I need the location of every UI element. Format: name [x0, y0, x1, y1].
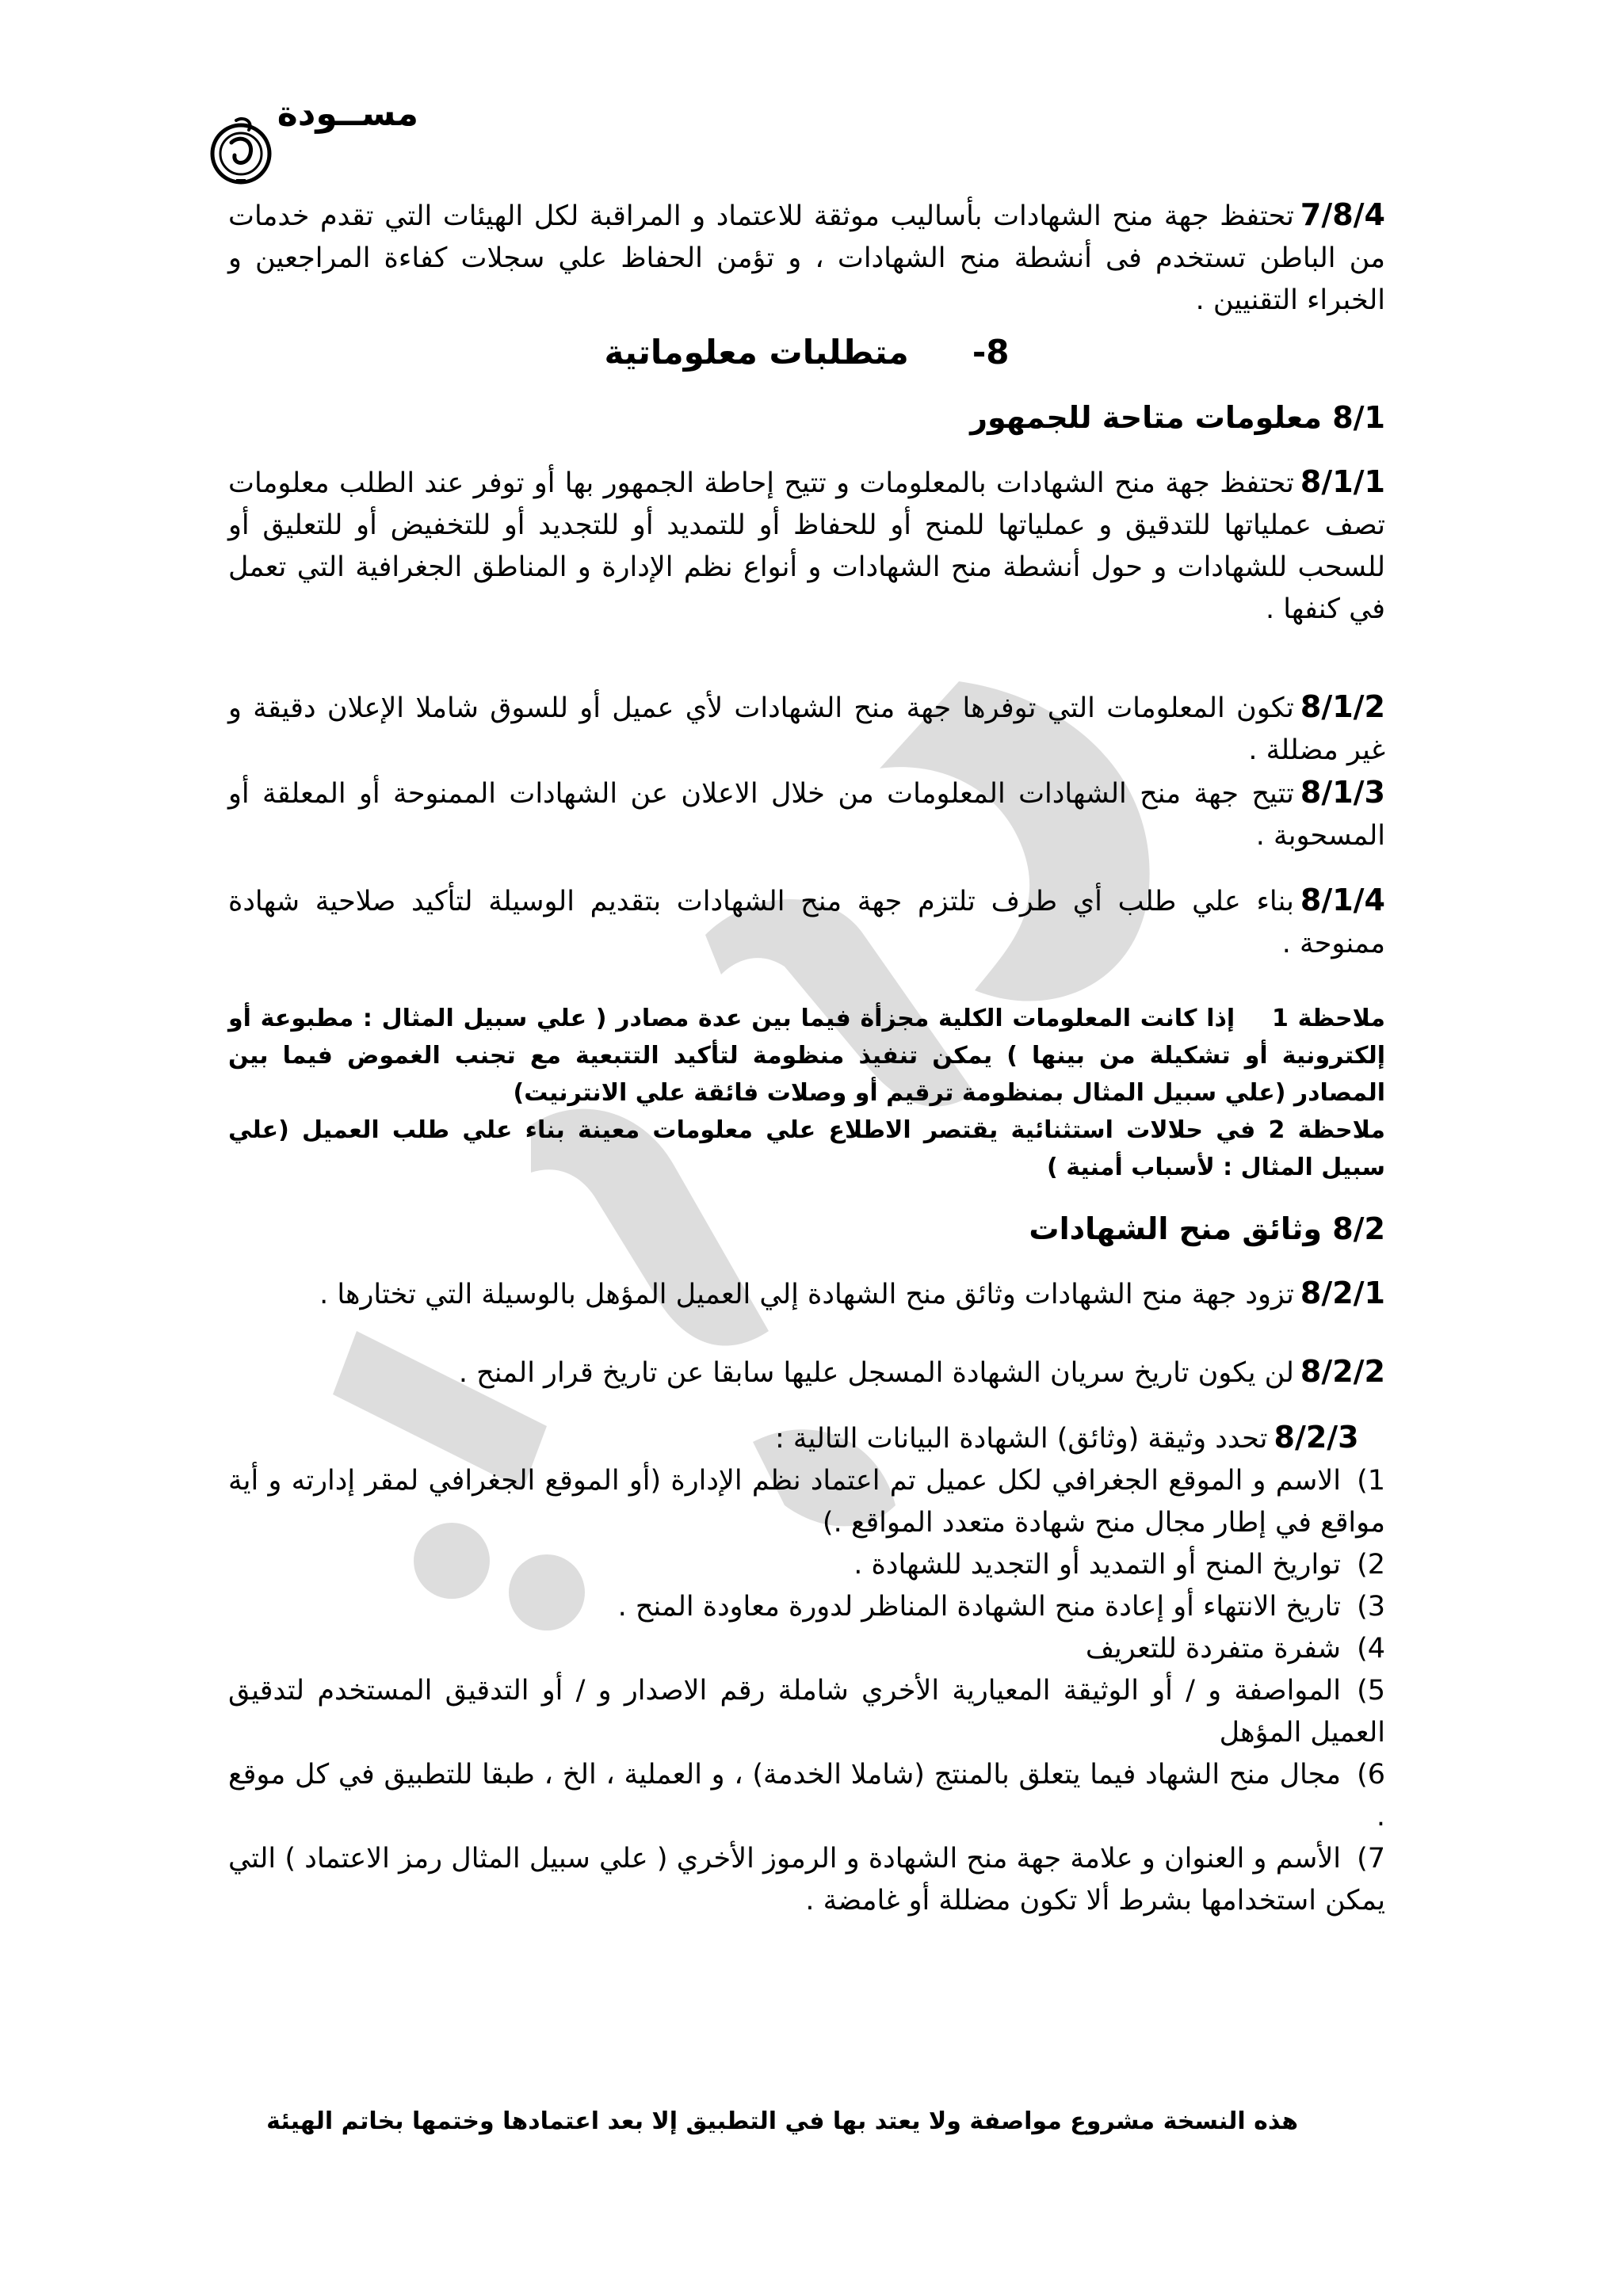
section-number: 8- [972, 333, 1010, 372]
clause-number: 8/1/2 [1300, 689, 1385, 724]
clause-8-2-2 [228, 1351, 1385, 1394]
certificate-data-list [228, 1460, 1385, 1922]
clause-number: 8/2/2 [1300, 1354, 1385, 1389]
organization-logo-icon [208, 113, 274, 189]
subsection-8-2-title: 8/2 وثائق منح الشهادات [1029, 1211, 1385, 1246]
draft-header-label: مســودة [277, 93, 418, 134]
clause-8-1-1 [228, 461, 1385, 631]
list-item: 1)الاسم و الموقع الجغرافي لكل عميل تم اعتماد نظم الإدارة (أو الموقع الجغرافي لمقر إدارته و أية مواقع في إطار مجال منح شهادة متعدد المواقع .) [228, 1465, 1385, 1539]
list-item: 7)الأسم و العنوان و علامة جهة منح الشهادة و الرموز الأخري ( علي سبيل المثال رمز الاعتماد ) التي يمكن استخدامها بشرط ألا تكون مضللة أو غامضة . [228, 1843, 1385, 1917]
clause-text: تكون المعلومات التي توفرها جهة منح الشهادات لأي عميل أو للسوق شاملا الإعلان دقيقة و غير مضللة . [228, 692, 1385, 766]
note-2: ملاحظة 2 في حلالات استثنائية يقتصر الاطلاع علي معلومات معينة بناء علي طلب العميل (علي سبيل المثال : لأسباب أمنية ) [228, 1116, 1385, 1181]
note-1 [228, 1000, 1385, 1112]
footer-disclaimer: هذه النسخة مشروع مواصفة ولا يعتد بها في التطبيق إلا بعد اعتمادها وختمها بخاتم الهيئة [266, 2107, 1298, 2135]
list-item: 2)تواريخ المنح أو التمديد أو التجديد للشهادة . [854, 1549, 1385, 1581]
clause-text: تحدد وثيقة (وثائق) الشهادة البيانات التالية : [774, 1423, 1268, 1455]
section-8-title [228, 331, 1385, 373]
clause-number: 8/1/4 [1300, 883, 1385, 917]
clause-number: 8/1/1 [1300, 464, 1385, 499]
note-label: ملاحظة 1 [1272, 1005, 1386, 1032]
clause-text: تتيح جهة منح الشهادات المعلومات من خلال الاعلان عن الشهادات الممنوحة أو المعلقة أو المسحوبة . [228, 778, 1385, 852]
clause-8-2-3 [228, 1417, 1385, 1460]
list-item: 4)شفرة متفردة للتعريف [1085, 1633, 1385, 1665]
note-text: إذا كانت المعلومات الكلية مجزأة فيما بين عدة مصادر ( علي سبيل المثال : مطبوعة أو إلكترونية أو تشكيلة من بينها ) يمكن تنفيذ منظومة لتأكيد التتبعية مع تجنب الغموض فيما بين المصادر (علي سبيل المثال بمنظومة ترقيم أو وصلات فائقة علي الانترنيت) [228, 1005, 1385, 1107]
clause-text: بناء علي طلب أي طرف تلتزم جهة منح الشهادات بتقديم الوسيلة لتأكيد صلاحية شهادة ممنوحة . [228, 886, 1385, 959]
subsection-8-1-title: 8/1 معلومات متاحة للجمهور [970, 400, 1385, 435]
clause-8-1-4 [228, 879, 1385, 965]
section-heading: متطلبات معلوماتية [604, 333, 909, 372]
document-body [228, 194, 1385, 1922]
clause-8-1-2 [228, 686, 1385, 772]
clause-8-2-1 [228, 1272, 1385, 1316]
clause-text: لن يكون تاريخ سريان الشهادة المسجل عليها سابقا عن تاريخ قرار المنح . [458, 1357, 1294, 1389]
list-item: 6)مجال منح الشهاد فيما يتعلق بالمنتج (شاملا الخدمة) ، و العملية ، الخ ، طبقا للتطبيق في كل موقع . [228, 1759, 1385, 1833]
clause-8-1-3 [228, 772, 1385, 857]
list-item: 5)المواصفة و / أو الوثيقة المعيارية الأخري شاملة رقم الاصدار و / أو التدقيق المستخدم لتدقيق العميل المؤهل [228, 1675, 1385, 1749]
clause-number: 8/2/1 [1300, 1276, 1385, 1310]
clause-text: تحتفظ جهة منح الشهادات بأساليب موثقة للاعتماد و المراقبة لكل الهيئات التي تقدم خدمات من الباطن تستخدم فى أنشطة منح الشهادات ، و تؤمن الحفاظ علي سجلات كفاءة المراجعين و الخبراء التقنيين . [228, 200, 1385, 316]
clause-text: تحتفظ جهة منح الشهادات بالمعلومات و تتيح إحاطة الجمهور بها أو توفر عند الطلب معلومات تصف عملياتها للتدقيق و عملياتها للمنح أو للحفاظ أو للتمديد أو للتجديد أو للتخفيض أو للتعليق أو للسحب للشهادات و حول أنشطة منح الشهادات و أنواع نظم الإدارة و المناطق الجغرافية التي تعمل في كنفها . [228, 467, 1385, 625]
list-item: 3)تاريخ الانتهاء أو إعادة منح الشهادة المناظر لدورة معاودة المنح . [617, 1591, 1385, 1623]
clause-7-8-4 [228, 194, 1385, 322]
clause-number: 8/2/3 [1274, 1420, 1359, 1455]
clause-text: تزود جهة منح الشهادات وثائق منح الشهادة إلي العميل المؤهل بالوسيلة التي تختارها . [319, 1279, 1294, 1310]
clause-number: 8/1/3 [1300, 775, 1385, 810]
clause-number: 7/8/4 [1300, 197, 1385, 232]
